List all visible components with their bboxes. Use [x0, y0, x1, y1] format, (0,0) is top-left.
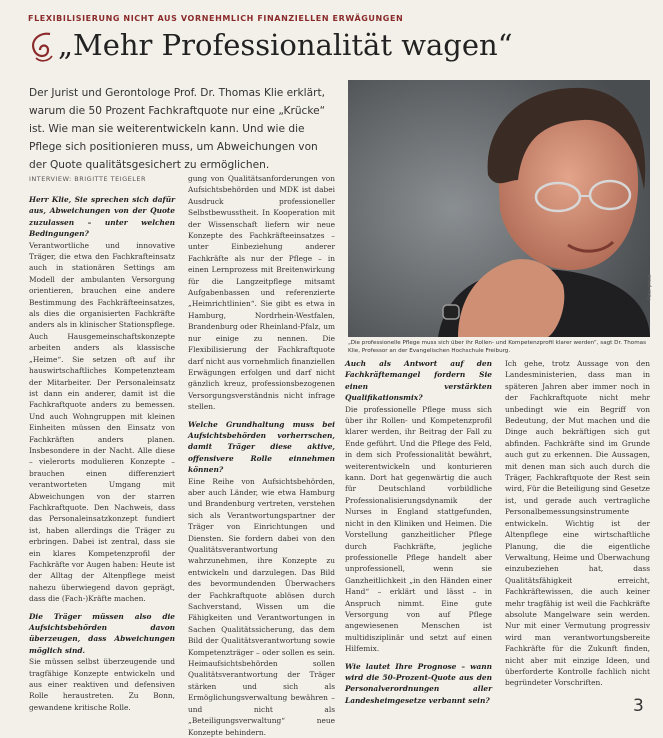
headline: „Mehr Professionalität wagen“ — [58, 28, 513, 62]
question: Auch als Antwort auf den Fachkräftemangel fordern Sie einen verstärkten Qualifikationsmix? — [345, 359, 492, 403]
answer-paragraph: Eine Reihe von Aufsichtsbehörden, aber auch Länder, wie etwa Hamburg und Brandenburg vertreten, verstehen sich als Verantwortungspartner der Träger von Einrichtungen und Diensten. Sie fordern dabei von den Qualitätsverantwortung wahrzunehmen, ihre Konzepte zu entwickeln und darzulegen. Das Bild des bevormundenden Überwachers der Fachkraftquote ablösen durch Sachverstand, Wissen um die Fähigkeiten und Verantwortungen in Sachen Qualitätssicherung, das dem Bild der Qualitätsverantwortung sowie Kompetenzträger – oder sollen es sein. Heimaufsichtsbehörden sollen Qualitätsverantwortung der Träger stärken und sich als Ermöglichungsverwaltung bewähren – und nicht als „Beteiligungsverwaltung“ neue Konzepte behindern. — [188, 476, 335, 737]
logo-swirl-icon — [26, 30, 56, 64]
photo-caption: „Die professionelle Pflege muss sich über ihr Rollen- und Kompetenzprofil klarer werden“, sagt Dr. Thomas Klie, Professor an der Evangelischen Hochschule Freiburg. — [348, 340, 646, 354]
article-column-3 — [345, 358, 492, 714]
answer-paragraph: Verantwortliche und innovative Träger, die etwa den Fachkrafteinsatz auch in stationären Settings am Modell der ambulanten Versorgung orientieren, brauchen eine andere Bestimmung des Fachkräfteeinsatzes, als dies die organisierten Fachkräfte anders als in klinischer Stationspflege. Auch Hausgemeinschaftskonzepte arbeiten anders als klassische „Heime“. Sie setzen oft auf ihr hauswirtschaftliches Kompetenzteam der Mitarbeiter. Der Personaleinsatz ist dann ein anderer, damit ist die Fachkraftquote anders zu bemessen. Und auch Wohngruppen mit kleinen Einheiten müssen den Einsatz von Fachkräften anders planen. Insbesondere in der Nacht. Alle diese – vielerorts modulieren Konzepte – brauchen einen differenziert verantworteten Umgang mit Abweichungen von der starren Fachkraftquote. Den Nachweis, dass das Personaleinsatzkonzept fundiert ist, haben allerdings die Träger zu erbringen. Dabei ist zentral, dass sie ein klares Kompetenzprofil der Fachkräfte vor Augen haben: Heute ist der Alltag der Altenpflege meist nahezu überwiegend davon geprägt, dass die (Fach-)Kräfte machen. — [29, 240, 175, 604]
answer-paragraph: Sie müssen selbst überzeugende und tragfähige Konzepte entwickeln und aus einer reaktiven und defensiven Rolle heraustreten. Zu Bonn, gewandene kritische Rolle. — [29, 657, 175, 712]
page-number: 3 — [633, 696, 644, 716]
article-column-4 — [505, 358, 650, 700]
question: Welche Grundhaltung muss bei Aufsichtsbehörden vorherrschen, damit Träger diese aktive, offensivere Rolle einnehmen können? — [188, 419, 335, 475]
answer-paragraph: gung von Qualitätsanforderungen von Aufsichtsbehörden und MDK ist dabei Ausdruck professioneller Selbstbewusstheit. In Kooperation mit der Wissenschaft liefern wir neue Konzepte des Fachkräfteeinsatzes – unter Einbeziehung anderer Fachkräfte als nur der Pflege – in einen Lernprozess mit Breitenwirkung für die Langzeitpflege mitsamt Aufgabenbassen und referenzierte „Heimrichtlinien“. Sie gibt es etwa in Hamburg, Nordrhein-Westfalen, Brandenburg oder Rheinland-Pfalz, um nur einige zu nennen. Die Flexibilisierung der Fachkraftquote darf nicht aus vornehmlich finanziellen Erwägungen erfolgen und darf nicht gänzlich kreuz, professionsbezogenen Versorgungsverständnis nicht infrage stellen. — [188, 174, 335, 412]
lead-paragraph: Der Jurist und Gerontologe Prof. Dr. Thomas Klie erklärt, warum die 50 Prozent Fachkraftquote nur eine „Krücke“ ist. Wie man sie weiterentwickeln kann. Und wie die Pflege sich positionieren muss, um Abweichungen von der Quote qualitätsgesichert zu ermöglichen. — [29, 87, 326, 171]
question: Herr Klie, Sie sprechen sich dafür aus, Abweichungen von der Quote zuzulassen – unter welchen Bedingungen? — [29, 195, 175, 239]
question: Die Träger müssen also die Aufsichtsbehörden davon überzeugen, dass Abweichungen möglich sind. — [29, 611, 175, 655]
kicker: FLEXIBILISIERUNG NICHT AUS VORNEHMLICH FINANZIELLEN ERWÄGUNGEN — [28, 14, 404, 23]
article-column-1 — [29, 194, 175, 714]
photo-credit: Foto: privat — [648, 274, 653, 300]
byline: INTERVIEW: BRIGITTE TEIGELER — [29, 175, 147, 183]
answer-paragraph: Ich gehe, trotz Aussage von den Landesministerien, dass man in späteren Jahren aber immer noch in der Fachkraftquote nicht mehr unbedingt wie ein Begriff von Bedeutung, der Mut machen und die Dinge auch bekräftigen sich gut abfinden. Fachkräfte sind im Grunde auch gut zu erkennen. Die Aussagen, mit denen man sich auch durch die Träger, Fachkraftquote der Rest sein wird, Für die Beteiligung sind Gesetze ist, und gerade auch vertragliche Personalbemessungsinstrumente entwickeln. Wichtig ist der Altenpflege eine wirtschaftliche Planung, die die eigentliche Verwaltung, Heime und Überwachung einzubeziehen hat, dass Qualitätsfähigkeit erreicht, Fachkräftewissen, die auch keiner mehr tragfähig ist weil die Fachkräfte absolute Mangelware sein werden. Nur mit einer Vermutung progressiv wird man verantwortungsbereite Fachkräfte für die Zukunft finden, nicht aber mit einzige Ideen, und überforderte Kontrolle fachlich nicht begründeter Vorschriften. — [505, 359, 650, 688]
article-column-2 — [188, 173, 335, 737]
portrait-photo — [348, 80, 650, 337]
answer-paragraph: Die professionelle Pflege muss sich über ihr Rollen- und Kompetenzprofil klarer werden, ihr Beitrag der Fall zu Ende geführt. Und die Pflege des Feld, in dem sich Professionalität bewährt, weiterentwickeln und konturieren kann. Dort hat gegenwärtig die auch für Deutschland vorbildliche Professionalisierungsdynamik der Nurses in England stattgefunden, nicht in den Kliniken und Heimen. Die Vorstellung ganzheitlicher Pflege durch Fachkräfte, jegliche professionelle Pflege handelt aber unprofessionell, wenn sie Ganzheitlichkeit „in den Händen einer Hand“ – erklärt und lässt – in Anspruch nimmt. Eine gute Versorgung von auf Pflege angewiesenen Menschen ist multidisziplinär und setzt auf einen Hilfemix. — [345, 404, 492, 654]
question: Wie lautet Ihre Prognose – wann wird die 50-Prozent-Quote aus den Personalverordnungen aller Landesheimgesetze verbannt sein? — [345, 661, 492, 705]
